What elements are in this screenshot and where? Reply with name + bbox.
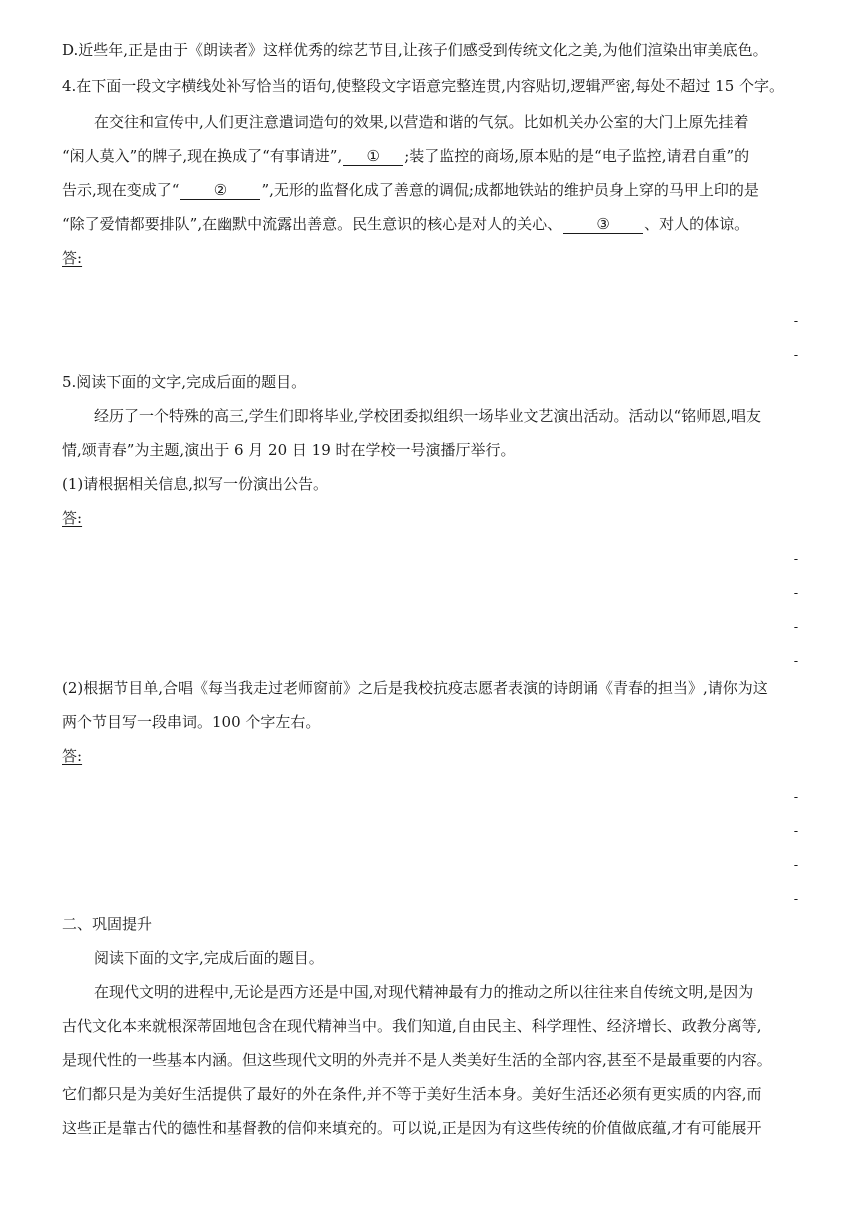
answer-line-marker: - bbox=[793, 790, 799, 805]
answer-line-marker: - bbox=[793, 586, 799, 601]
passage-text: ;装了监控的商场,原本贴的是“电子监控,请君自重”的 bbox=[404, 147, 750, 165]
passage-text: “除了爱情都要排队”,在幽默中流露出善意。民生意识的核心是对人的关心、 bbox=[62, 215, 563, 233]
reading-passage-line: 在现代文明的进程中,无论是西方还是中国,对现代精神最有力的推动之所以往往来自传统文明,是因为 bbox=[94, 983, 754, 1001]
passage-text: ”,无形的监督化成了善意的调侃;成都地铁站的维护员身上穿的马甲上印的是 bbox=[261, 181, 759, 199]
reading-passage-line: 是现代性的一些基本内涵。但这些现代文明的外壳并不是人类美好生活的全部内容,甚至不是最重要的内容。 bbox=[62, 1051, 772, 1069]
question-5-prompt: 5.阅读下面的文字,完成后面的题目。 bbox=[62, 373, 307, 391]
passage-text: 告示,现在变成了“ bbox=[62, 181, 180, 199]
reading-passage-line: 这些正是靠古代的德性和基督教的信仰来填充的。可以说,正是因为有这些传统的价值做底蕴,才有可能展开 bbox=[62, 1119, 762, 1137]
answer-line-marker: - bbox=[793, 314, 799, 329]
passage-line: 情,颂青春”为主题,演出于 6 月 20 日 19 时在学校一号演播厅举行。 bbox=[62, 441, 516, 459]
answer-label[interactable]: 答: bbox=[62, 747, 83, 765]
question-4-prompt: 4.在下面一段文字横线处补写恰当的语句,使整段文字语意完整连贯,内容贴切,逻辑严密,每处不超过 15 个字。 bbox=[62, 77, 785, 95]
blank-number: ③ bbox=[596, 215, 610, 233]
answer-line-marker: - bbox=[793, 620, 799, 635]
fill-blank-2[interactable] bbox=[180, 182, 260, 200]
reading-passage-line: 它们都只是为美好生活提供了最好的外在条件,并不等于美好生活本身。美好生活还必须有更实质的内容,而 bbox=[62, 1085, 762, 1103]
passage-line bbox=[62, 146, 826, 166]
passage-text: “闲人莫入”的牌子,现在换成了“有事请进”, bbox=[62, 147, 343, 165]
answer-label[interactable]: 答: bbox=[62, 509, 83, 527]
answer-line-marker: - bbox=[793, 824, 799, 839]
answer-label[interactable]: 答: bbox=[62, 249, 83, 267]
sub-question-2: 两个节目写一段串词。100 个字左右。 bbox=[62, 713, 321, 731]
fill-blank-1[interactable] bbox=[343, 148, 403, 166]
answer-line-marker: - bbox=[793, 892, 799, 907]
reading-instruction: 阅读下面的文字,完成后面的题目。 bbox=[94, 949, 324, 967]
answer-line-marker: - bbox=[793, 552, 799, 567]
passage-line bbox=[62, 180, 826, 200]
answer-line-marker: - bbox=[793, 858, 799, 873]
answer-line-marker: - bbox=[793, 348, 799, 363]
passage-line: 在交往和宣传中,人们更注意遣词造句的效果,以营造和谐的气氛。比如机关办公室的大门上原先挂着 bbox=[94, 113, 749, 131]
sub-question-2: (2)根据节目单,合唱《每当我走过老师窗前》之后是我校抗疫志愿者表演的诗朗诵《青春的担当》,请你为这 bbox=[62, 679, 768, 697]
passage-text: 、对人的体谅。 bbox=[644, 215, 750, 233]
option-d-text: D.近些年,正是由于《朗读者》这样优秀的综艺节目,让孩子们感受到传统文化之美,为他们渲染出审美底色。 bbox=[62, 41, 768, 59]
passage-line: 经历了一个特殊的高三,学生们即将毕业,学校团委拟组织一场毕业文艺演出活动。活动以“铭师恩,唱友 bbox=[94, 407, 761, 425]
reading-passage-line: 古代文化本来就根深蒂固地包含在现代精神当中。我们知道,自由民主、科学理性、经济增长、政教分离等, bbox=[62, 1017, 762, 1035]
blank-number: ② bbox=[213, 181, 228, 199]
passage-line bbox=[62, 214, 826, 234]
fill-blank-3[interactable] bbox=[563, 216, 643, 234]
blank-number: ① bbox=[366, 147, 380, 165]
sub-question-1: (1)请根据相关信息,拟写一份演出公告。 bbox=[62, 475, 329, 493]
section-heading: 二、巩固提升 bbox=[62, 915, 153, 933]
answer-line-marker: - bbox=[793, 654, 799, 669]
